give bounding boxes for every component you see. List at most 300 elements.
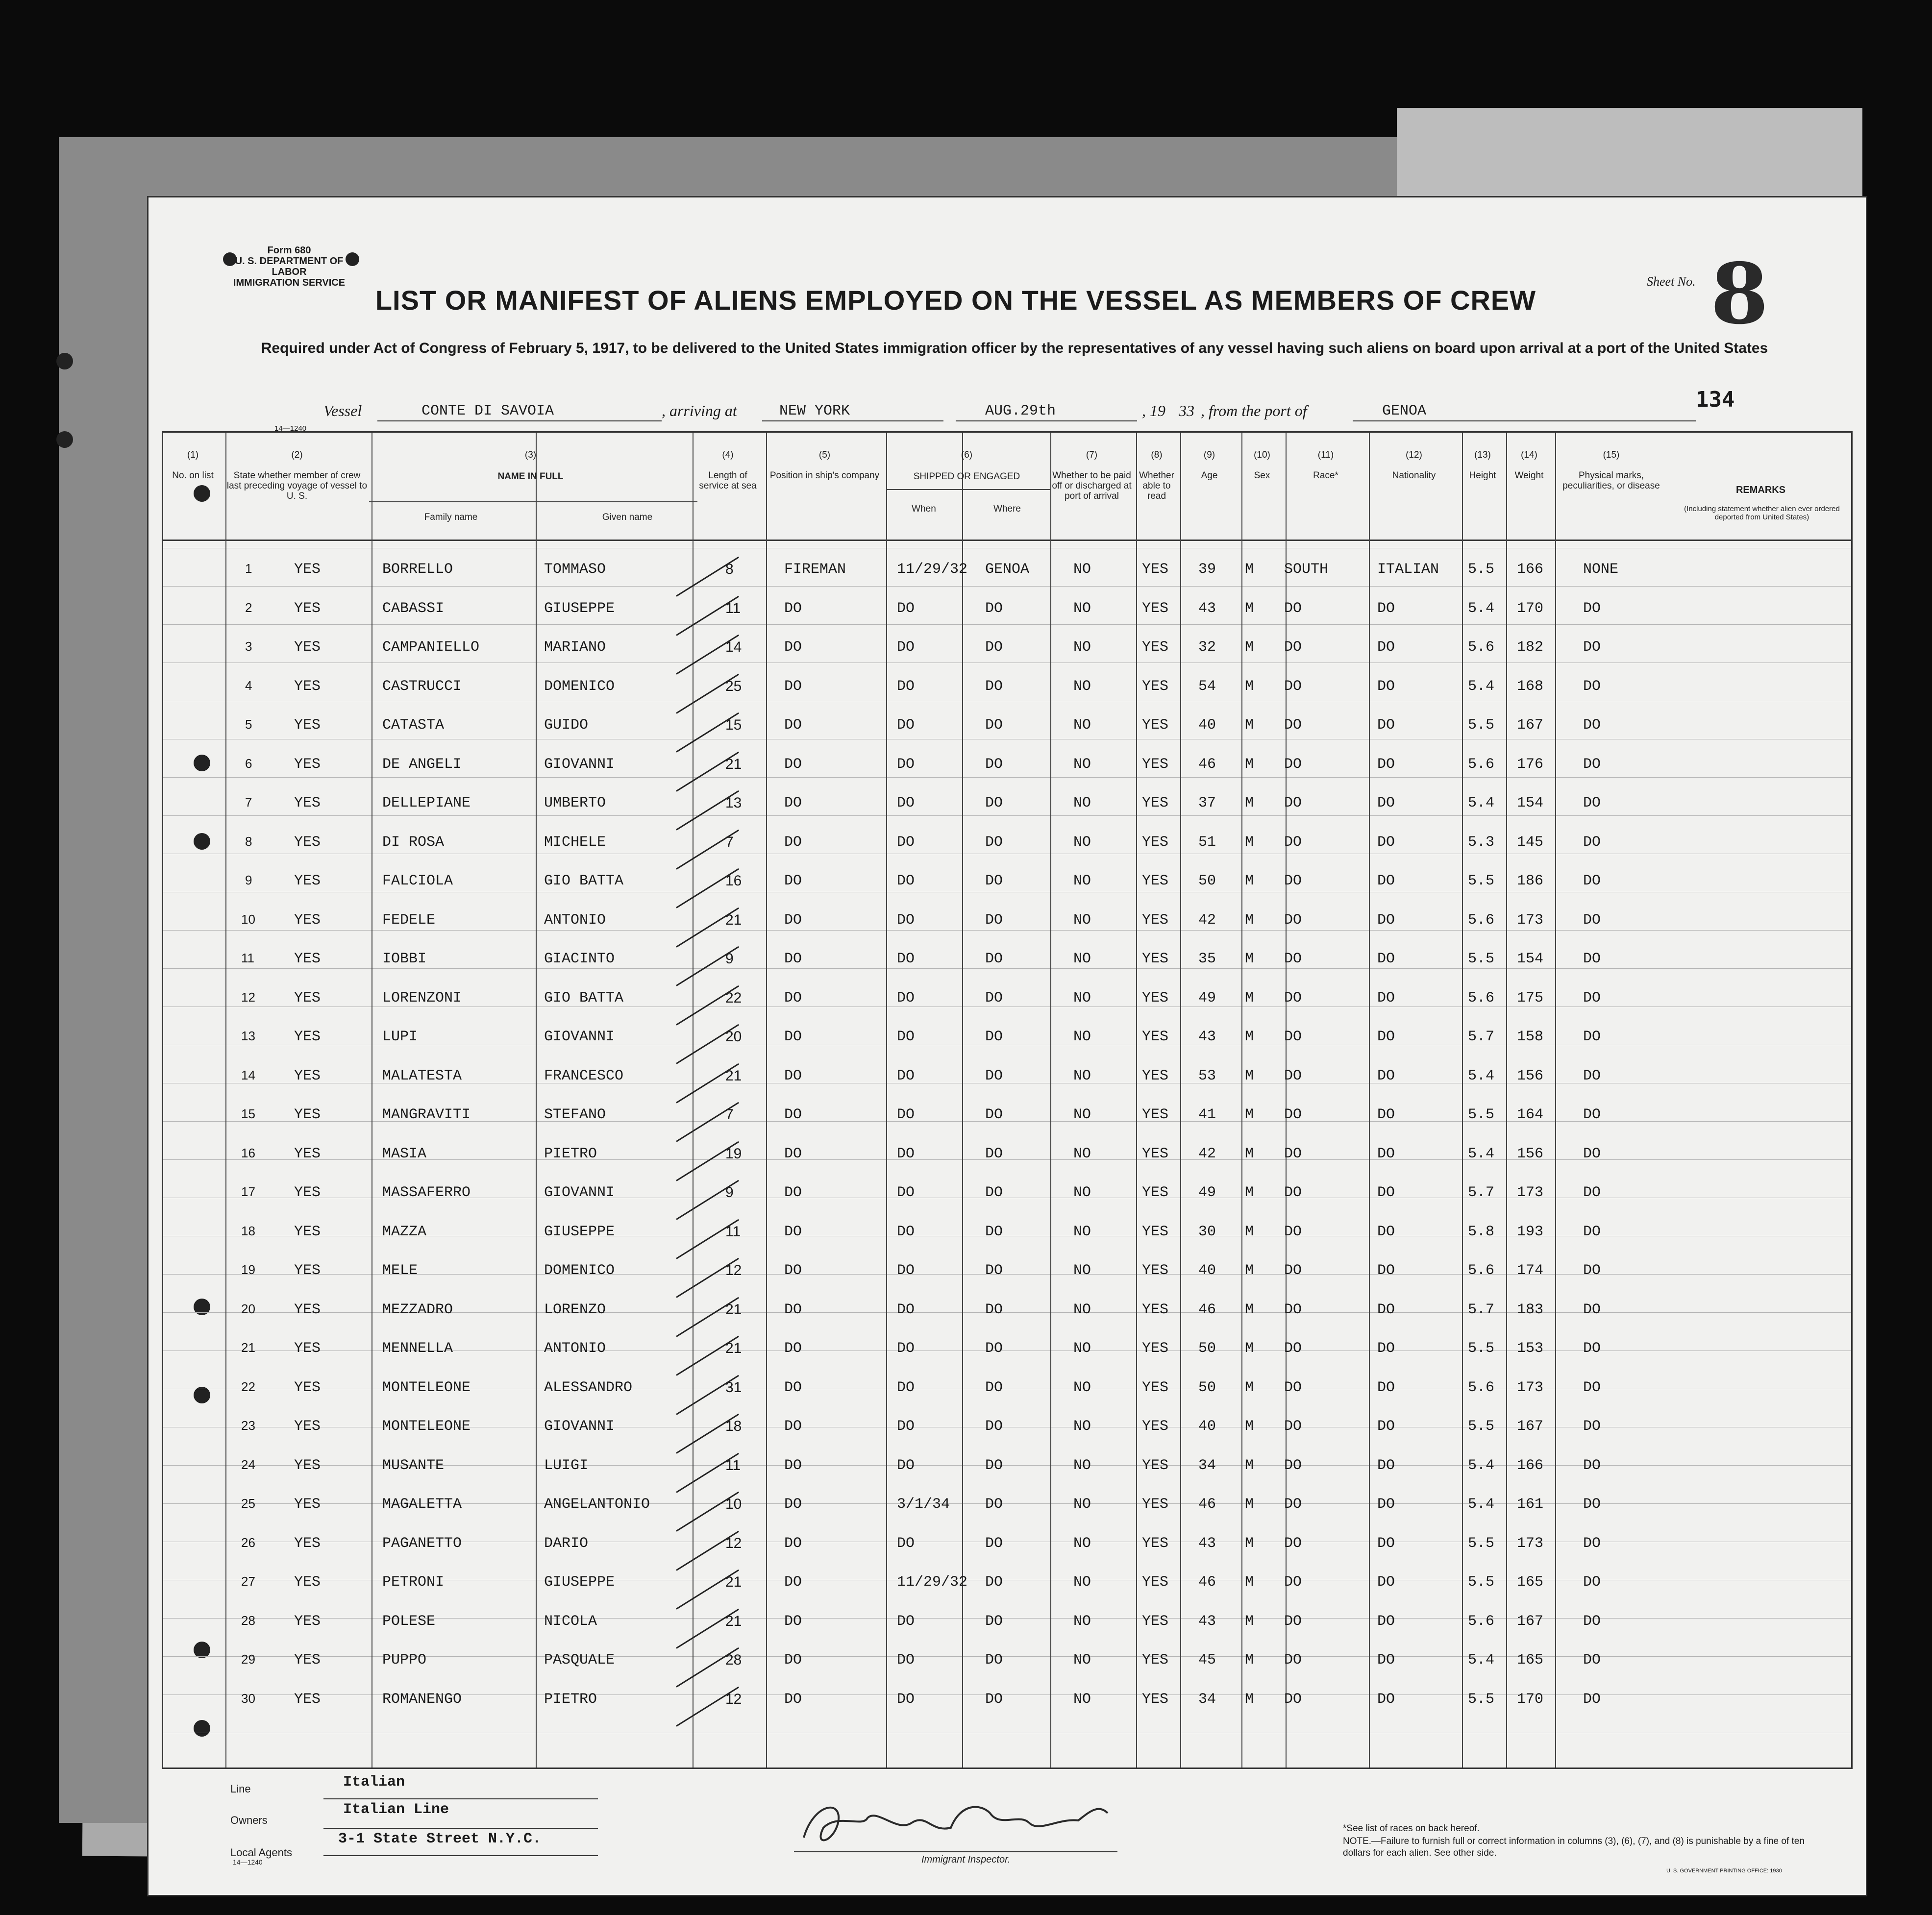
table-cell: 23 [241, 1418, 255, 1433]
document-title: LIST OR MANIFEST OF ALIENS EMPLOYED ON THE VESSEL AS MEMBERS OF CREW [375, 285, 1536, 316]
table-cell: 41 [1198, 1106, 1216, 1123]
table-cell: DO [897, 1145, 915, 1162]
column-header: REMARKS [1735, 485, 1786, 495]
table-cell: YES [294, 1301, 321, 1318]
table-cell: YES [294, 989, 321, 1007]
table-cell: PASQUALE [544, 1652, 615, 1669]
table-cell: DO [1377, 1067, 1395, 1084]
table-cell: YES [1142, 873, 1169, 889]
table-cell: YES [1142, 834, 1169, 851]
when-header: When [912, 504, 936, 514]
column-number: (14) [1521, 450, 1537, 460]
table-cell: 13 [725, 795, 742, 811]
table-cell: DO [897, 1301, 915, 1318]
table-cell: DO [985, 1067, 1003, 1084]
table-cell: M [1245, 717, 1254, 734]
table-cell: 5.6 [1468, 756, 1495, 773]
table-cell: DO [784, 1652, 802, 1669]
column-divider [1050, 433, 1051, 1768]
table-cell: DO [1284, 678, 1302, 695]
table-cell: GIOVANNI [544, 1029, 615, 1045]
table-cell: DO [1583, 1262, 1601, 1279]
table-cell: DO [1377, 795, 1395, 811]
table-cell: LUPI [382, 1029, 418, 1045]
table-cell: SOUTH [1284, 561, 1329, 578]
table-cell: 173 [1517, 1184, 1544, 1201]
table-cell: DO [1284, 1457, 1302, 1474]
column-number: (6) [961, 450, 973, 460]
table-cell: DO [1583, 1301, 1601, 1318]
table-cell: PIETRO [544, 1691, 597, 1708]
table-cell: 5.6 [1468, 639, 1495, 656]
form-code: 14—1240 [274, 424, 307, 433]
table-cell: 21 [725, 1340, 742, 1356]
table-cell: M [1245, 561, 1254, 578]
table-cell: FRANCESCO [544, 1067, 624, 1084]
column-header: SHIPPED OR ENGAGED [913, 471, 1020, 482]
table-cell: DO [1284, 1262, 1302, 1279]
table-cell: YES [1142, 1496, 1169, 1513]
table-cell: YES [1142, 1184, 1169, 1201]
table-cell: DO [985, 834, 1003, 851]
table-cell: 22 [241, 1379, 255, 1394]
table-cell: DO [784, 1379, 802, 1396]
table-cell: GENOA [985, 561, 1030, 578]
table-cell: DO [897, 1223, 915, 1240]
table-cell: YES [1142, 911, 1169, 929]
table-cell: M [1245, 1535, 1254, 1552]
table-cell: DO [784, 795, 802, 811]
table-cell: DO [985, 639, 1003, 656]
table-cell: DO [1377, 1652, 1395, 1669]
table-cell: GIACINTO [544, 951, 615, 967]
table-cell: DO [1284, 1496, 1302, 1513]
table-cell: 21 [725, 911, 742, 928]
column-divider [693, 433, 694, 1768]
table-cell: GIUSEPPE [544, 1574, 615, 1591]
table-cell: DO [1377, 1418, 1395, 1435]
ruled-line [163, 624, 1851, 625]
table-cell: M [1245, 1379, 1254, 1396]
table-cell: NO [1073, 1301, 1091, 1318]
table-cell: GIOVANNI [544, 1418, 615, 1435]
table-cell: NO [1073, 678, 1091, 695]
table-cell: DO [897, 951, 915, 967]
table-cell: NO [1073, 951, 1091, 967]
table-cell: M [1245, 1457, 1254, 1474]
table-cell: 39 [1198, 561, 1216, 578]
table-cell: YES [1142, 1574, 1169, 1591]
table-cell: STEFANO [544, 1106, 606, 1123]
table-cell: DO [784, 756, 802, 773]
table-cell: YES [294, 834, 321, 851]
table-cell: NO [1073, 639, 1091, 656]
table-cell: NO [1073, 1029, 1091, 1045]
table-cell: NO [1073, 1379, 1091, 1396]
table-cell: DO [1284, 1301, 1302, 1318]
table-cell: ANGELANTONIO [544, 1496, 650, 1513]
table-cell: MONTELEONE [382, 1418, 471, 1435]
table-cell: NO [1073, 1184, 1091, 1201]
table-cell: M [1245, 1652, 1254, 1669]
table-cell: 158 [1517, 1029, 1544, 1045]
table-cell: GIO BATTA [544, 873, 624, 889]
table-cell: DO [1377, 1301, 1395, 1318]
arrival-year: 33 [1179, 402, 1194, 419]
printer-mark: U. S. GOVERNMENT PRINTING OFFICE: 1930 [1666, 1868, 1782, 1874]
table-cell: YES [294, 1340, 321, 1357]
vessel-label: Vessel [323, 402, 362, 419]
table-cell: NO [1073, 795, 1091, 811]
column-number: (7) [1086, 450, 1098, 460]
table-cell: YES [294, 1262, 321, 1279]
table-cell: YES [294, 1029, 321, 1045]
table-cell: DO [985, 1106, 1003, 1123]
table-cell: MUSANTE [382, 1457, 445, 1474]
table-cell: DO [897, 1340, 915, 1357]
table-cell: DO [1284, 834, 1302, 851]
table-cell: DO [897, 678, 915, 695]
column-number: (8) [1151, 450, 1163, 460]
table-cell: DO [1377, 678, 1395, 695]
table-cell: 18 [725, 1418, 742, 1434]
table-cell: 173 [1517, 1379, 1544, 1396]
table-cell: DO [784, 1067, 802, 1084]
table-cell: 5.4 [1468, 1457, 1495, 1474]
table-cell: 43 [1198, 600, 1216, 617]
table-cell: 193 [1517, 1223, 1544, 1240]
table-cell: DO [985, 1223, 1003, 1240]
table-cell: MAGALETTA [382, 1496, 462, 1513]
table-cell: DO [784, 1340, 802, 1357]
table-cell: DO [1284, 1613, 1302, 1630]
table-cell: GIUSEPPE [544, 1223, 615, 1240]
table-cell: DO [1377, 1691, 1395, 1708]
table-cell: 30 [1198, 1223, 1216, 1240]
table-cell: YES [294, 639, 321, 656]
table-cell: 28 [241, 1613, 255, 1628]
table-cell: 27 [241, 1574, 255, 1589]
table-cell: DO [1284, 911, 1302, 929]
table-cell: DO [784, 951, 802, 967]
table-cell: 5.4 [1468, 1652, 1495, 1669]
table-cell: DO [1583, 1652, 1601, 1669]
table-cell: 2 [245, 600, 252, 615]
table-cell: DO [1583, 756, 1601, 773]
table-cell: YES [1142, 1067, 1169, 1084]
table-cell: NO [1073, 561, 1091, 578]
table-cell: TOMMASO [544, 561, 606, 578]
table-cell: 18 [241, 1223, 255, 1238]
table-cell: 5.5 [1468, 1340, 1495, 1357]
table-cell: YES [294, 795, 321, 811]
table-cell: YES [294, 1652, 321, 1669]
column-header: Age [1201, 470, 1218, 481]
table-cell: 3/1/34 [897, 1496, 950, 1513]
table-cell: 12 [725, 1535, 742, 1551]
table-cell: DO [1377, 639, 1395, 656]
table-cell: GIO BATTA [544, 989, 624, 1007]
table-cell: DO [784, 1106, 802, 1123]
table-cell: DO [1583, 873, 1601, 889]
line-value: Italian [343, 1774, 405, 1791]
table-cell: 165 [1517, 1574, 1544, 1591]
table-cell: 40 [1198, 1418, 1216, 1435]
table-cell: 156 [1517, 1067, 1544, 1084]
from-label: , from the port of [1201, 402, 1307, 419]
table-cell: DO [1284, 989, 1302, 1007]
table-cell: DO [784, 834, 802, 851]
table-cell: M [1245, 756, 1254, 773]
table-cell: DO [897, 1652, 915, 1669]
table-cell: DE ANGELI [382, 756, 462, 773]
table-cell: 40 [1198, 1262, 1216, 1279]
table-cell: 50 [1198, 873, 1216, 889]
column-divider [1241, 433, 1242, 1768]
given-name-header: Given name [602, 512, 653, 522]
table-cell: FIREMAN [784, 561, 846, 578]
table-cell: M [1245, 989, 1254, 1007]
table-cell: 22 [725, 989, 742, 1006]
table-cell: YES [294, 1457, 321, 1474]
column-header: NAME IN FULL [497, 471, 564, 482]
table-cell: NO [1073, 989, 1091, 1007]
column-number: (1) [187, 450, 199, 460]
table-cell: ITALIAN [1377, 561, 1439, 578]
table-cell: DO [1377, 1029, 1395, 1045]
table-cell: 37 [1198, 795, 1216, 811]
table-cell: ALESSANDRO [544, 1379, 633, 1396]
table-cell: DO [985, 911, 1003, 929]
table-cell: DO [1377, 911, 1395, 929]
table-cell: DO [985, 717, 1003, 734]
table-cell: YES [294, 1535, 321, 1552]
table-cell: 21 [725, 1301, 742, 1318]
column-divider [886, 433, 887, 1768]
table-cell: BORRELLO [382, 561, 453, 578]
table-cell: NO [1073, 1262, 1091, 1279]
table-cell: YES [294, 1691, 321, 1708]
table-cell: NO [1073, 1145, 1091, 1162]
binder-hole [56, 353, 73, 369]
table-cell: YES [1142, 1652, 1169, 1669]
table-cell: YES [294, 1184, 321, 1201]
table-cell: 53 [1198, 1067, 1216, 1084]
column-header: Weight [1514, 470, 1544, 481]
table-cell: YES [1142, 1418, 1169, 1435]
family-name-header: Family name [424, 512, 478, 522]
column-header: Whether able to read [1139, 470, 1174, 501]
table-cell: 5.5 [1468, 1574, 1495, 1591]
table-cell: 5.7 [1468, 1029, 1495, 1045]
table-cell: DO [897, 795, 915, 811]
table-cell: DO [985, 1418, 1003, 1435]
table-cell: 161 [1517, 1496, 1544, 1513]
table-cell: NO [1073, 1613, 1091, 1630]
arrival-port: NEW YORK [779, 403, 850, 419]
table-cell: M [1245, 873, 1254, 889]
table-cell: 51 [1198, 834, 1216, 851]
table-cell: NICOLA [544, 1613, 597, 1630]
table-cell: 5.4 [1468, 1067, 1495, 1084]
table-cell: DO [897, 717, 915, 734]
table-cell: DO [1284, 951, 1302, 967]
table-cell: 32 [1198, 639, 1216, 656]
table-cell: YES [1142, 1535, 1169, 1552]
table-cell: DO [1583, 1029, 1601, 1045]
table-cell: DO [985, 678, 1003, 695]
table-cell: DO [897, 989, 915, 1007]
table-cell: 30 [241, 1691, 255, 1706]
table-cell: 11 [241, 951, 254, 965]
table-cell: NONE [1583, 561, 1619, 578]
table-cell: 167 [1517, 717, 1544, 734]
table-cell: DO [1377, 1184, 1395, 1201]
table-cell: 46 [1198, 756, 1216, 773]
table-cell: DO [985, 873, 1003, 889]
table-cell: 21 [725, 1067, 742, 1084]
ruled-line [163, 930, 1851, 931]
table-cell: DO [1284, 639, 1302, 656]
table-cell: DO [1284, 600, 1302, 617]
table-cell: M [1245, 1262, 1254, 1279]
table-cell: DO [897, 1691, 915, 1708]
table-cell: DO [1284, 1067, 1302, 1084]
table-cell: 166 [1517, 1457, 1544, 1474]
table-cell: DO [1583, 1184, 1601, 1201]
table-cell: DO [784, 1184, 802, 1201]
table-cell: DO [1377, 1457, 1395, 1474]
table-cell: 5.5 [1468, 873, 1495, 889]
arriving-label: , arriving at [662, 402, 737, 419]
table-cell: DO [784, 678, 802, 695]
table-cell: M [1245, 951, 1254, 967]
table-cell: NO [1073, 1574, 1091, 1591]
table-cell: DO [897, 756, 915, 773]
table-cell: DO [1284, 717, 1302, 734]
column-header: No. on list [172, 470, 214, 481]
table-cell: NO [1073, 1535, 1091, 1552]
column-header: Position in ship's company [769, 470, 880, 481]
table-cell: 153 [1517, 1340, 1544, 1357]
table-cell: DO [985, 1184, 1003, 1201]
table-cell: DO [1284, 1145, 1302, 1162]
column-divider [1506, 433, 1507, 1768]
column-header: Length of service at sea [699, 470, 757, 491]
table-cell: DO [1583, 1496, 1601, 1513]
column-number: (12) [1406, 450, 1422, 460]
table-cell: 14 [725, 639, 742, 655]
table-cell: NO [1073, 1340, 1091, 1357]
table-cell: M [1245, 911, 1254, 929]
table-cell: GUIDO [544, 717, 589, 734]
races-note: *See list of races on back hereof. [1343, 1823, 1480, 1834]
table-cell: DO [1284, 1535, 1302, 1552]
table-cell: 7 [725, 834, 734, 850]
table-cell: 10 [241, 911, 255, 927]
table-cell: DO [1583, 1145, 1601, 1162]
column-header: Physical marks, peculiarities, or disease [1562, 470, 1660, 491]
table-cell: YES [1142, 756, 1169, 773]
column-number: (4) [722, 450, 734, 460]
table-cell: DO [1284, 1340, 1302, 1357]
table-cell: DELLEPIANE [382, 795, 471, 811]
table-cell: DO [1583, 717, 1601, 734]
remarks-note: (Including statement whether alien ever ordered deported from United States) [1684, 505, 1840, 521]
table-cell: 12 [725, 1691, 742, 1707]
table-cell: DO [784, 600, 802, 617]
table-cell: 182 [1517, 639, 1544, 656]
table-cell: 16 [725, 873, 742, 889]
column-number: (13) [1474, 450, 1491, 460]
owners-label: Owners [230, 1814, 268, 1826]
table-cell: MEZZADRO [382, 1301, 453, 1318]
table-cell: M [1245, 600, 1254, 617]
table-cell: DO [1583, 600, 1601, 617]
table-cell: YES [294, 911, 321, 929]
column-divider [766, 433, 767, 1768]
table-cell: DO [985, 989, 1003, 1007]
table-cell: DO [897, 1029, 915, 1045]
table-cell: YES [1142, 1340, 1169, 1357]
table-cell: CAMPANIELLO [382, 639, 480, 656]
table-cell: M [1245, 834, 1254, 851]
table-cell: 168 [1517, 678, 1544, 695]
table-cell: 17 [241, 1184, 255, 1199]
table-cell: 167 [1517, 1418, 1544, 1435]
table-cell: DO [1377, 600, 1395, 617]
table-cell: 21 [725, 1574, 742, 1590]
table-cell: 8 [725, 561, 734, 577]
table-cell: YES [1142, 600, 1169, 617]
table-cell: 5.5 [1468, 1106, 1495, 1123]
table-cell: POLESE [382, 1613, 436, 1630]
table-cell: DO [784, 1301, 802, 1318]
table-cell: 25 [725, 678, 742, 694]
table-cell: MICHELE [544, 834, 606, 851]
table-cell: ANTONIO [544, 1340, 606, 1357]
table-cell: DO [985, 1574, 1003, 1591]
table-cell: DO [1377, 989, 1395, 1007]
table-cell: 12 [241, 989, 255, 1005]
table-cell: 49 [1198, 1184, 1216, 1201]
table-cell: M [1245, 1106, 1254, 1123]
table-cell: 45 [1198, 1652, 1216, 1669]
table-cell: FEDELE [382, 911, 436, 929]
table-cell: 5.5 [1468, 561, 1495, 578]
table-cell: YES [1142, 678, 1169, 695]
table-cell: YES [1142, 1691, 1169, 1708]
table-cell: DO [784, 1457, 802, 1474]
table-cell: MARIANO [544, 639, 606, 656]
table-cell: 5.6 [1468, 1379, 1495, 1396]
table-cell: LORENZO [544, 1301, 606, 1318]
table-cell: DO [1377, 1145, 1395, 1162]
table-cell: NO [1073, 1223, 1091, 1240]
table-cell: DO [1583, 639, 1601, 656]
inspector-signature [784, 1784, 1127, 1862]
table-cell: 14 [241, 1067, 255, 1082]
table-cell: 20 [725, 1029, 742, 1045]
table-cell: MASSAFERRO [382, 1184, 471, 1201]
table-cell: YES [294, 756, 321, 773]
table-cell: YES [294, 1106, 321, 1123]
table-cell: DO [784, 1029, 802, 1045]
table-cell: DO [897, 1535, 915, 1552]
table-cell: 1 [245, 561, 252, 576]
table-cell: DO [985, 1301, 1003, 1318]
table-cell: 50 [1198, 1340, 1216, 1357]
